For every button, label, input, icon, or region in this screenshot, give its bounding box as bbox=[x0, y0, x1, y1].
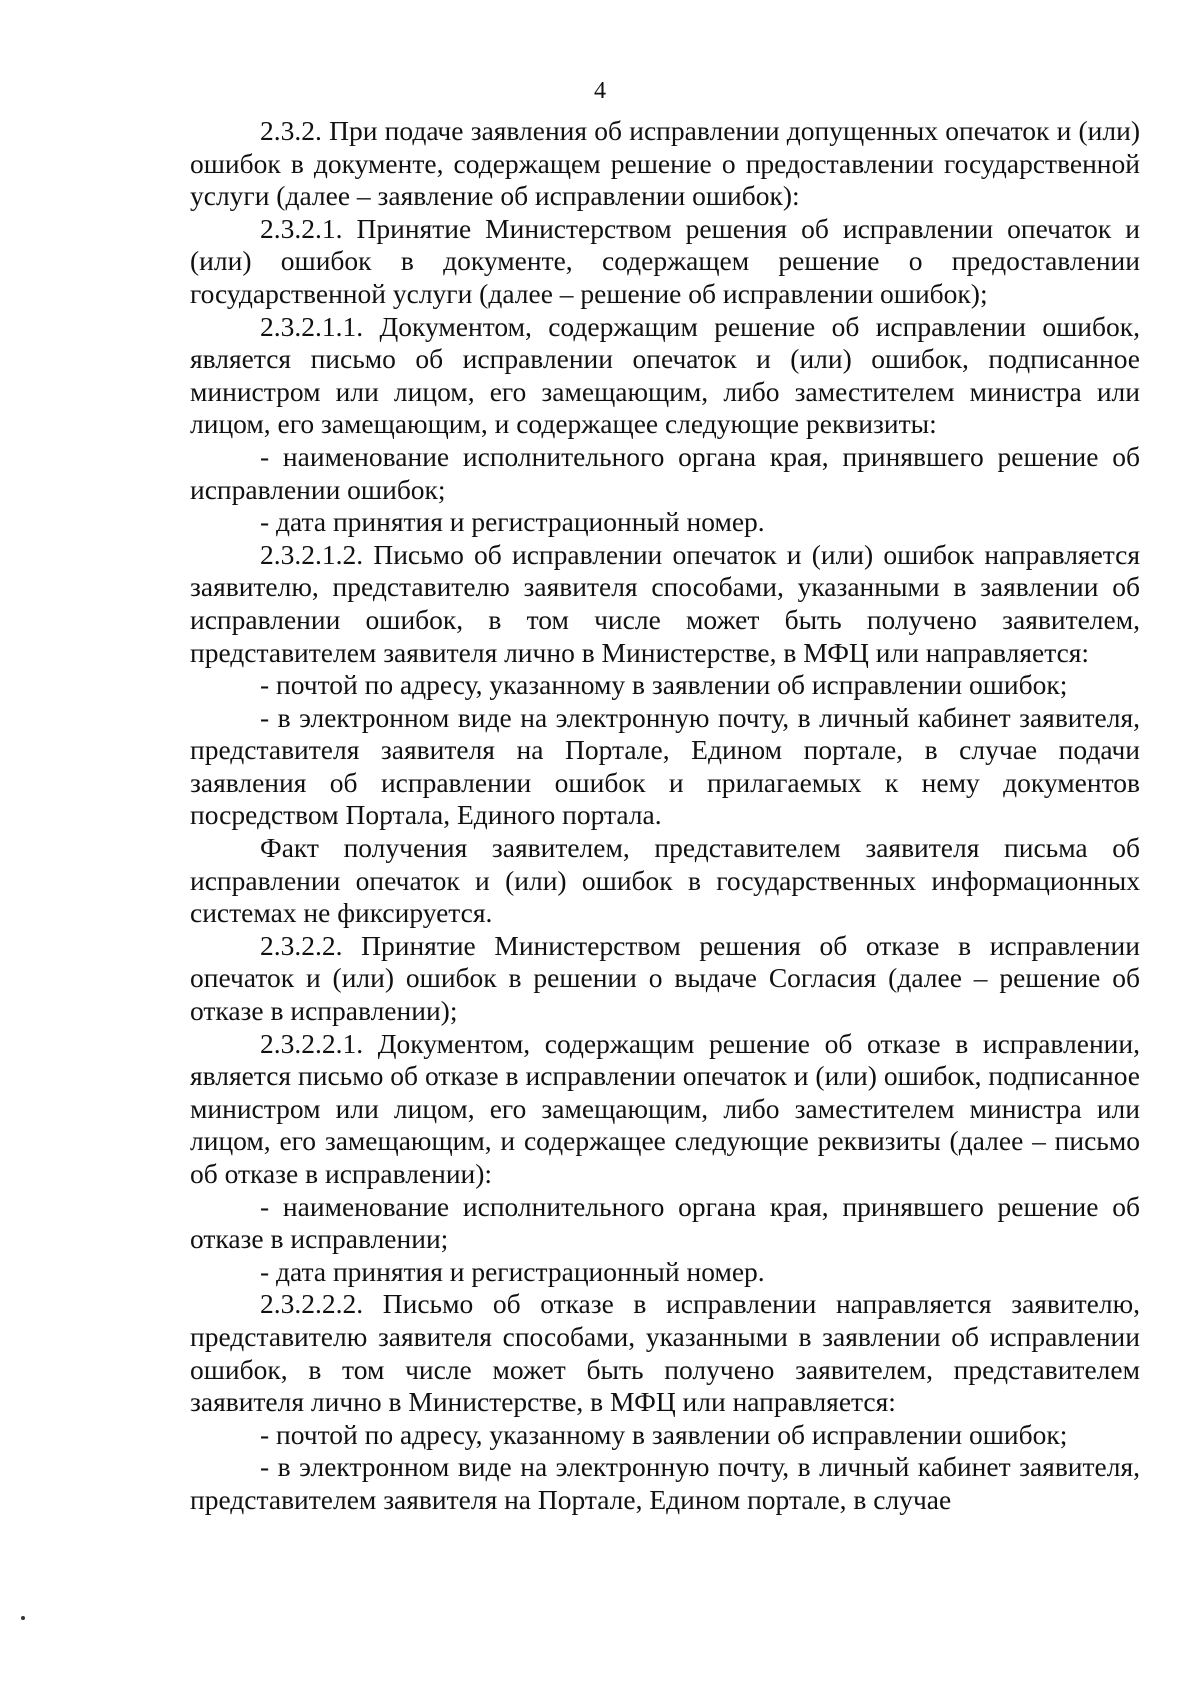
paragraph-2-3-2: 2.3.2. При подаче заявления об исправлении допущенных опечаток и (или) ошибок в документе, содержащем решение о предоставлении государственной услуги (далее – заявление об исправлении ошибок): bbox=[190, 115, 1140, 212]
list-item-refusal-body-name: - наименование исполнительного органа края, принявшего решение об отказе в исправлении; bbox=[190, 1190, 1140, 1255]
paragraph-2-3-2-1-1: 2.3.2.1.1. Документом, содержащим решение об исправлении ошибок, является письмо об исправлении опечаток и (или) ошибок, подписанное министром или лицом, его замещающим, либо заместителем министра или лицом, его замещающим, и содержащее следующие реквизиты: bbox=[190, 310, 1140, 440]
paragraph-2-3-2-2-1: 2.3.2.2.1. Документом, содержащим решение об отказе в исправлении, является письмо об отказе в исправлении опечаток и (или) ошибок, подписанное министром или лицом, его замещающим, либо заместителем министра или лицом, его замещающим, и содержащее следующие реквизиты (далее – письмо об отказе в исправлении): bbox=[190, 1027, 1140, 1189]
list-item-body-name: - наименование исполнительного органа края, принявшего решение об исправлении ошибок; bbox=[190, 440, 1140, 505]
list-item-by-post: - почтой по адресу, указанному в заявлении об исправлении ошибок; bbox=[260, 669, 1068, 701]
paragraph-receipt-fact: Факт получения заявителем, представителем заявителя письма об исправлении опечаток и (или) ошибок в государственных информационных системах не фиксируется. bbox=[190, 832, 1140, 929]
list-item-electronic: - в электронном виде на электронную почту, в личный кабинет заявителя, представителя заявителя на Портале, Едином портале, в случае подачи заявления об исправлении ошибок и прилагаемых к нему документов посредством Портала, Единого портала. bbox=[190, 701, 1140, 831]
document-body bbox=[190, 115, 1140, 1517]
list-item-date-number: - дата принятия и регистрационный номер. bbox=[260, 506, 765, 538]
scan-speck bbox=[21, 1616, 25, 1620]
list-item-refusal-date-number: - дата принятия и регистрационный номер. bbox=[260, 1255, 765, 1287]
paragraph-2-3-2-2: 2.3.2.2. Принятие Министерством решения об отказе в исправлении опечаток и (или) ошибок в решении о выдаче Согласия (далее – решение об отказе в исправлении); bbox=[190, 929, 1140, 1027]
list-item-refusal-by-post: - почтой по адресу, указанному в заявлении об исправлении ошибок; bbox=[260, 1418, 1068, 1450]
paragraph-2-3-2-1: 2.3.2.1. Принятие Министерством решения об исправлении опечаток и (или) ошибок в документе, содержащем решение о предоставлении государственной услуги (далее – решение об исправлении ошибок); bbox=[190, 212, 1140, 309]
paragraph-2-3-2-2-2: 2.3.2.2.2. Письмо об отказе в исправлении направляется заявителю, представителю заявителя способами, указанными в заявлении об исправлении ошибок, в том числе может быть получено заявителем, представителем заявителя лично в Министерстве, в МФЦ или направляется: bbox=[190, 1288, 1140, 1418]
paragraph-2-3-2-1-2: 2.3.2.1.2. Письмо об исправлении опечаток и (или) ошибок направляется заявителю, представителю заявителя способами, указанными в заявлении об исправлении ошибок, в том числе может быть получено заявителем, представителем заявителя лично в Министерстве, в МФЦ или направляется: bbox=[190, 538, 1140, 668]
page-number: 4 bbox=[594, 78, 606, 104]
list-item-refusal-electronic: - в электронном виде на электронную почту, в личный кабинет заявителя, представителем заявителя на Портале, Едином портале, в случае bbox=[190, 1451, 1140, 1515]
